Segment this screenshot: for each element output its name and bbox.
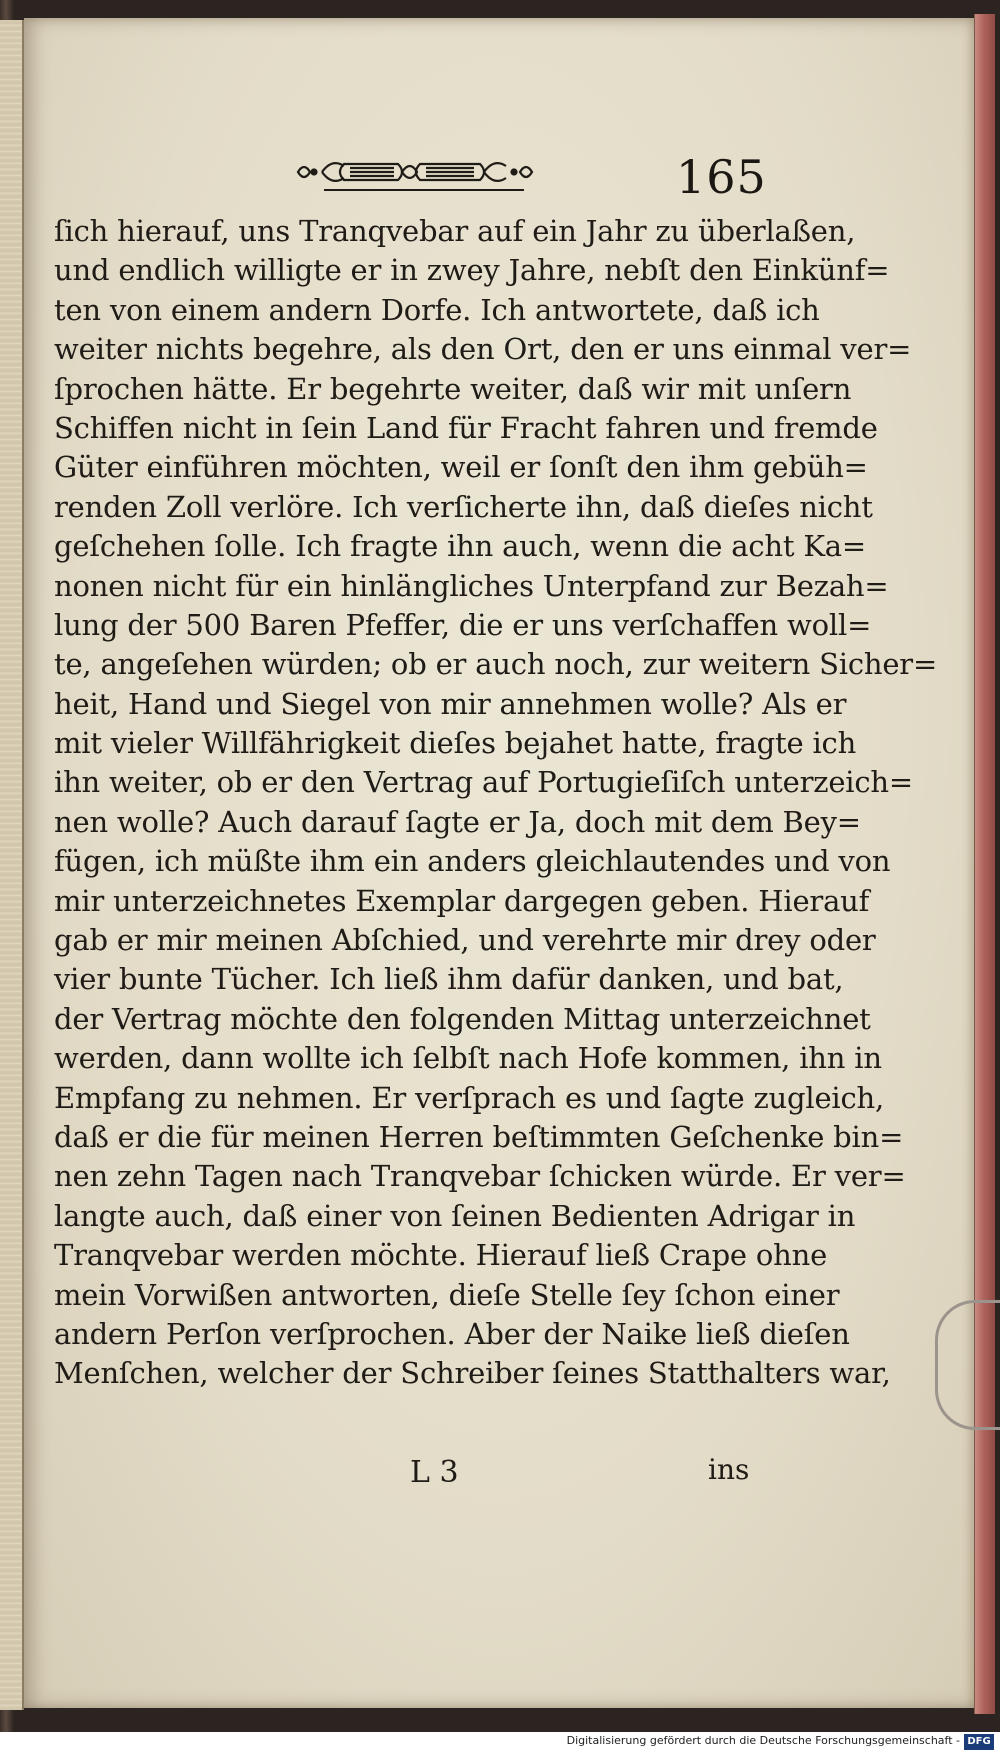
text-line: der Vertrag möchte den folgenden Mittag unterzeichnet	[54, 1001, 871, 1036]
page-clip	[935, 1300, 1000, 1430]
text-line: nen wolle? Auch darauf ſagte er Ja, doch mit dem Bey=	[54, 804, 861, 839]
footer-bar	[0, 1732, 1000, 1753]
text-line: langte auch, daß einer von ſeinen Bedienten Adrigar in	[54, 1198, 856, 1233]
text-line: Schiffen nicht in ſein Land für Fracht fahren und fremde	[54, 410, 878, 445]
text-line: vier bunte Tücher. Ich ließ ihm dafür danken, und bat,	[54, 962, 844, 997]
text-line: mir unterzeichnetes Exemplar dargegen geben. Hierauf	[54, 883, 870, 918]
text-line: Menſchen, welcher der Schreiber ſeines Statthalters war,	[54, 1356, 891, 1391]
text-line: fügen, ich müßte ihm ein anders gleichlautendes und von	[54, 844, 891, 879]
text-line: Empfang zu nehmen. Er verſprach es und ſagte zugleich,	[54, 1080, 885, 1115]
decorative-headpiece-icon	[292, 150, 542, 194]
catchword: ins	[708, 1453, 750, 1486]
text-line: mein Vorwißen antworten, dieſe Stelle ſey ſchon einer	[54, 1277, 840, 1312]
footer-credit: Digitalisierung gefördert durch die Deutsche Forschungsgemeinschaft -	[566, 1734, 960, 1747]
text-line: Güter einführen möchten, weil er ſonſt den ihm gebüh=	[54, 450, 868, 485]
dfg-logo-icon: DFG	[964, 1734, 994, 1750]
text-line: ſprochen hätte. Er begehrte weiter, daß wir mit unſern	[54, 371, 852, 406]
text-line: andern Perſon verſprochen. Aber der Naike ließ dieſen	[54, 1316, 850, 1351]
text-line: ten von einem andern Dorfe. Ich antwortete, daß ich	[54, 292, 820, 327]
text-line: renden Zoll verlöre. Ich verſicherte ihn, daß dieſes nicht	[54, 489, 873, 524]
text-line: mit vieler Willfährigkeit dieſes bejahet hatte, fragte ich	[54, 726, 857, 761]
page-number: 165	[676, 150, 767, 204]
text-line: geſchehen ſolle. Ich fragte ihn auch, wenn die acht Ka=	[54, 529, 866, 564]
body-text	[54, 212, 938, 1394]
text-line: ſich hierauf, uns Tranqvebar auf ein Jahr zu überlaßen,	[54, 214, 856, 248]
text-line: nonen nicht für ein hinlängliches Unterpfand zur Bezah=	[54, 568, 889, 603]
text-line: lung der 500 Baren Pfeffer, die er uns verſchaffen woll=	[54, 607, 872, 642]
text-line: gab er mir meinen Abſchied, und verehrte mir drey oder	[54, 923, 876, 958]
text-line: Tranqvebar werden möchte. Hierauf ließ Crape ohne	[54, 1238, 828, 1273]
book-left-edge	[0, 20, 24, 1710]
text-line: und endlich willigte er in zwey Jahre, nebſt den Einkünf=	[54, 253, 890, 288]
text-line: weiter nichts begehre, als den Ort, den er uns einmal ver=	[54, 332, 912, 367]
text-line: ihn weiter, ob er den Vertrag auf Portugieſiſch unterzeich=	[54, 765, 913, 800]
book-page-edge	[974, 14, 995, 1714]
text-line: daß er die für meinen Herren beſtimmten Geſchenke bin=	[54, 1119, 904, 1154]
text-line: heit, Hand und Siegel von mir annehmen wolle? Als er	[54, 686, 847, 721]
signature-mark: L 3	[410, 1455, 459, 1490]
text-line: te, angeſehen würden; ob er auch noch, zur weitern Sicher=	[54, 647, 938, 682]
text-line: nen zehn Tagen nach Tranqvebar ſchicken würde. Er ver=	[54, 1159, 906, 1194]
text-line: werden, dann wollte ich ſelbſt nach Hofe kommen, ihn in	[54, 1041, 882, 1076]
